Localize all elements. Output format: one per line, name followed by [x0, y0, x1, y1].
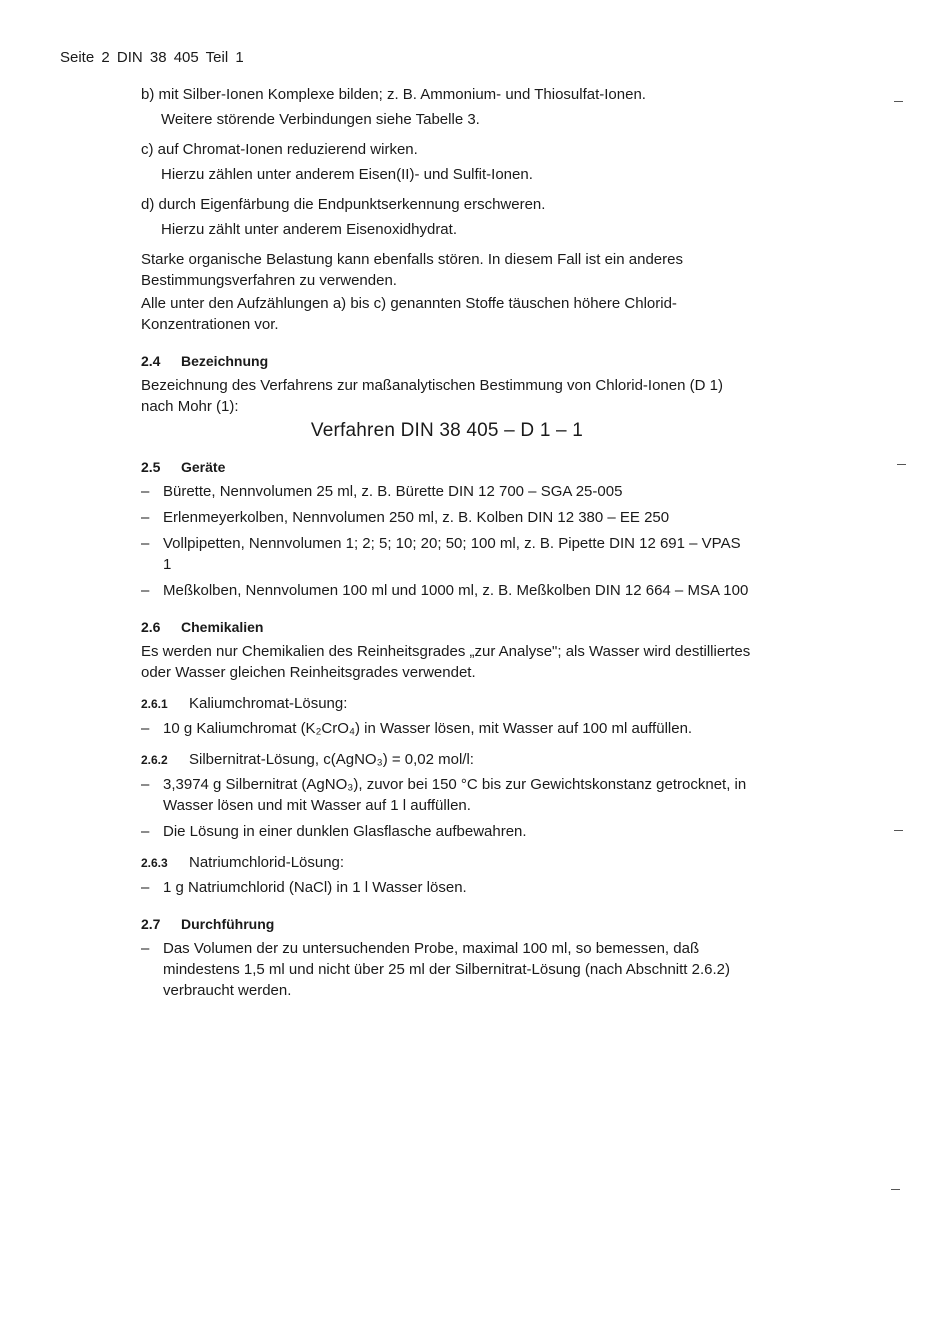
- section-title: Bezeichnung: [181, 353, 269, 369]
- reagent-list: [141, 718, 753, 739]
- section-title: Geräte: [181, 459, 226, 475]
- equipment-list: [141, 481, 753, 601]
- subsection-heading-2-6-2: [141, 749, 753, 771]
- paragraph-organic-load: Starke organische Belastung kann ebenfalls stören. In diesem Fall ist ein anderes Bestimmungsverfahren zu verwenden.: [141, 251, 683, 289]
- margin-change-mark: [897, 464, 906, 465]
- list-item: – 10 g Kaliumchromat (K₂CrO₄) in Wasser lösen, mit Wasser auf 100 ml auffüllen.: [141, 718, 753, 739]
- margin-change-mark: [894, 101, 903, 102]
- section-number: 2.4: [141, 353, 161, 369]
- section-text: Es werden nur Chemikalien des Reinheitsgrades „zur Analyse"; als Wasser wird destilliertes oder Wasser gleichen Reinheitsgrades verwendet.: [141, 643, 751, 681]
- list-item: – Erlenmeyerkolben, Nennvolumen 250 ml, z. B. Kolben DIN 12 380 – EE 250: [141, 507, 753, 528]
- paragraph-chloride-note: Alle unter den Aufzählungen a) bis c) genannten Stoffe täuschen höhere Chlorid-Konzentrationen vor.: [141, 295, 677, 333]
- page-header: Seite 2 DIN 38 405 Teil 1: [60, 49, 244, 66]
- interference-main: b) mit Silber-Ionen Komplexe bilden; z. B. Ammonium- und Thiosulfat-Ionen.: [141, 86, 646, 103]
- interference-note: Hierzu zählen unter anderem Eisen(II)- und Sulfit-Ionen.: [161, 166, 533, 183]
- interference-main: c) auf Chromat-Ionen reduzierend wirken.: [141, 141, 418, 158]
- interference-item-c: [141, 139, 753, 185]
- section-title: Durchführung: [181, 916, 275, 932]
- subsection-heading-2-6-1: [141, 693, 753, 715]
- subsection-heading-2-6-3: [141, 852, 753, 874]
- margin-change-mark: [891, 1189, 900, 1190]
- subsection-title: Kaliumchromat-Lösung:: [189, 695, 348, 712]
- section-number: 2.5: [141, 459, 161, 475]
- subsection-title: Natriumchlorid-Lösung:: [189, 854, 345, 871]
- reagent-list: [141, 877, 753, 898]
- list-item: – Das Volumen der zu untersuchenden Probe, maximal 100 ml, so bemessen, daß mindestens 1,5 ml und nicht über 25 ml der Silbernitrat-Lösung (nach Abschnitt 2.6.2) verbraucht werden.: [141, 938, 753, 1001]
- list-item: – Bürette, Nennvolumen 25 ml, z. B. Bürette DIN 12 700 – SGA 25-005: [141, 481, 753, 502]
- list-item: – 1 g Natriumchlorid (NaCl) in 1 l Wasser lösen.: [141, 877, 753, 898]
- section-heading-2-6: [141, 617, 753, 638]
- section-heading-2-5: [141, 457, 753, 478]
- section-number: 2.7: [141, 916, 161, 932]
- list-item: – Vollpipetten, Nennvolumen 1; 2; 5; 10; 20; 50; 100 ml, z. B. Pipette DIN 12 691 – VPAS 1: [141, 533, 753, 575]
- interference-item-b: [141, 84, 753, 130]
- list-item: – Meßkolben, Nennvolumen 100 ml und 1000 ml, z. B. Meßkolben DIN 12 664 – MSA 100: [141, 580, 753, 601]
- subsection-title: Silbernitrat-Lösung, c(AgNO₃) = 0,02 mol/l:: [189, 751, 474, 768]
- subsection-number: 2.6.1: [141, 697, 168, 711]
- list-item: – Die Lösung in einer dunklen Glasflasche aufbewahren.: [141, 821, 753, 842]
- margin-change-mark: [894, 830, 903, 831]
- subsection-number: 2.6.3: [141, 856, 168, 870]
- method-designation: Verfahren DIN 38 405 – D 1 – 1: [310, 420, 584, 441]
- list-item: – 3,3974 g Silbernitrat (AgNO₃), zuvor bei 150 °C bis zur Gewichtskonstanz getrocknet, in Wasser lösen und mit Wasser auf 1 l auffüllen.: [141, 774, 753, 816]
- section-text: Bezeichnung des Verfahrens zur maßanalytischen Bestimmung von Chlorid-Ionen (D 1) nach Mohr (1):: [141, 377, 723, 415]
- section-heading-2-7: [141, 914, 753, 935]
- reagent-list: [141, 774, 753, 842]
- section-title: Chemikalien: [181, 619, 264, 635]
- interference-main: d) durch Eigenfärbung die Endpunktserkennung erschweren.: [141, 196, 546, 213]
- interference-note: Hierzu zählt unter anderem Eisenoxidhydrat.: [161, 221, 457, 238]
- interference-note: Weitere störende Verbindungen siehe Tabelle 3.: [161, 111, 480, 128]
- section-heading-2-4: [141, 351, 753, 372]
- procedure-list: [141, 938, 753, 1001]
- interference-item-d: [141, 194, 753, 240]
- document-body: [141, 84, 753, 1006]
- subsection-number: 2.6.2: [141, 753, 168, 767]
- section-number: 2.6: [141, 619, 161, 635]
